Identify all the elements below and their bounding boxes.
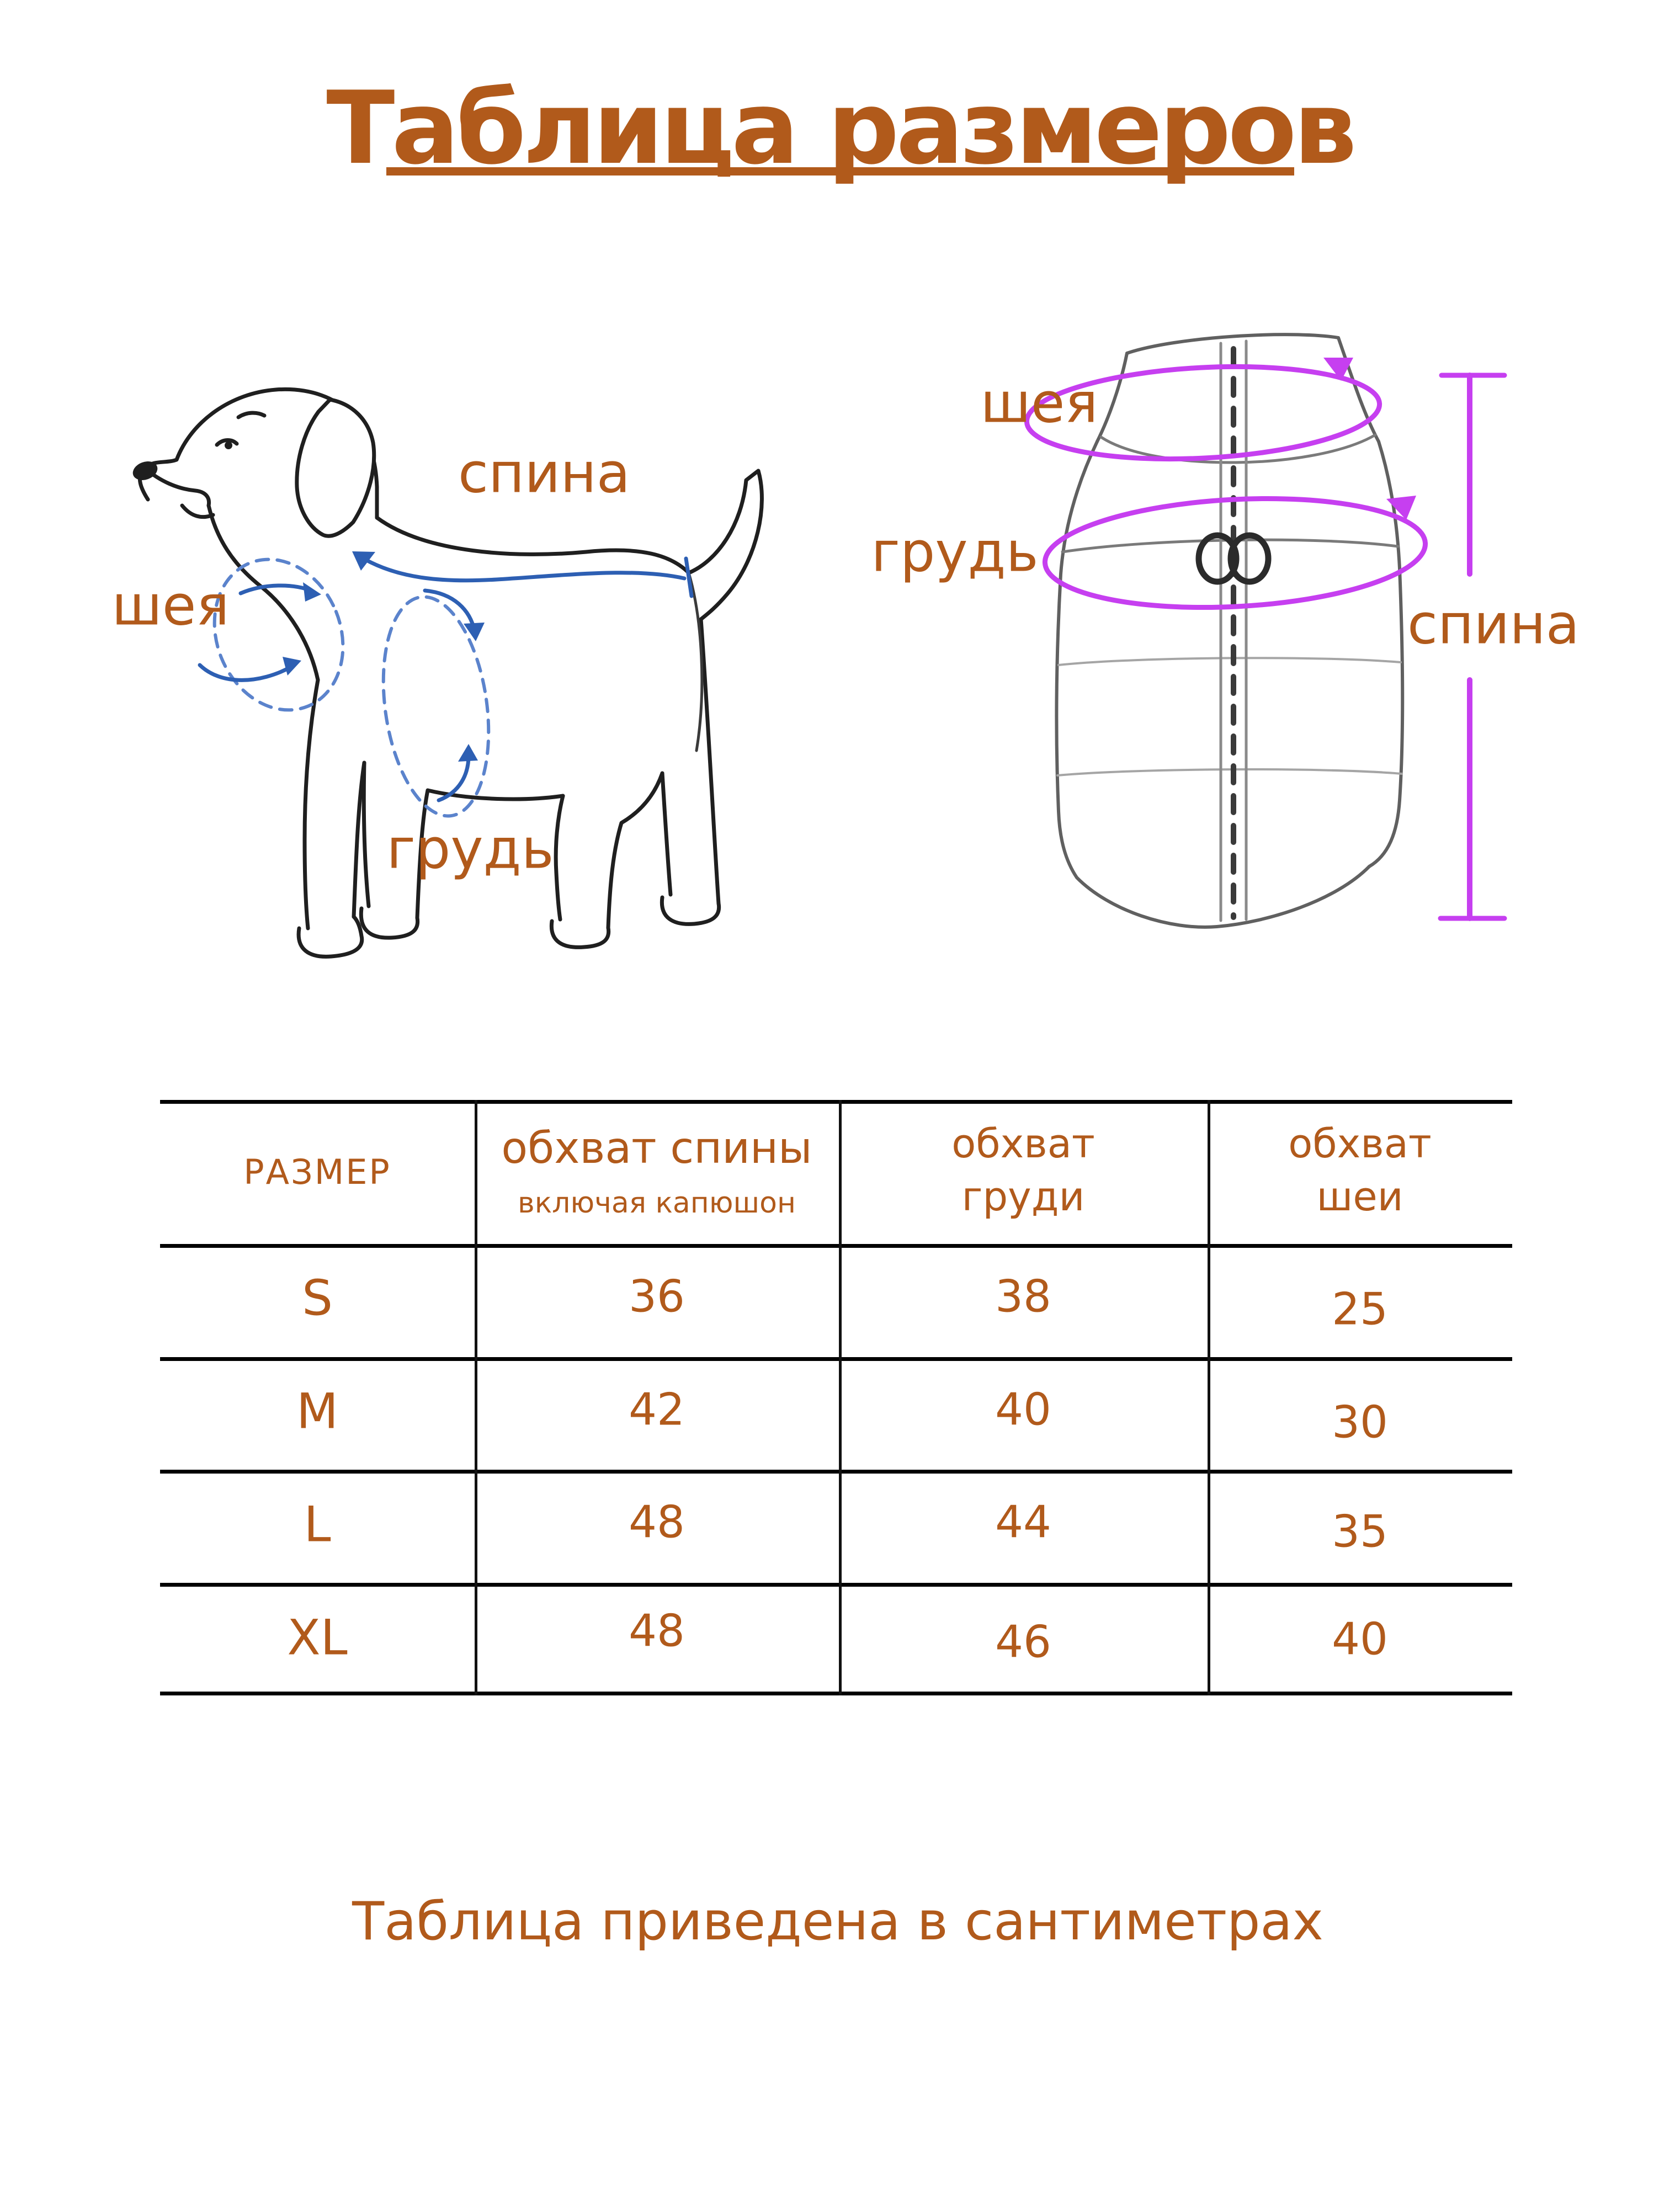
table-border-bottom bbox=[160, 1692, 1512, 1695]
table-col-sep-1 bbox=[475, 1100, 477, 1695]
dog-measure-arrows bbox=[193, 540, 692, 823]
table-line-header bbox=[160, 1244, 1512, 1248]
row-l-size: L bbox=[304, 1496, 331, 1553]
row-l-chest: 44 bbox=[995, 1496, 1051, 1548]
row-l-back: 48 bbox=[629, 1496, 685, 1548]
row-l-neck: 35 bbox=[1332, 1506, 1388, 1557]
row-xl-back: 48 bbox=[629, 1605, 685, 1657]
table-border-top bbox=[160, 1100, 1512, 1104]
header-chest-line1: обхват bbox=[951, 1120, 1095, 1167]
page-title: Таблица размеров bbox=[326, 70, 1354, 187]
table-col-sep-3 bbox=[1208, 1100, 1210, 1695]
vest-label-back: спина bbox=[1407, 592, 1580, 657]
row-s-size: S bbox=[302, 1269, 333, 1327]
table-line-3 bbox=[160, 1583, 1512, 1587]
dog-label-chest: грудь bbox=[386, 816, 554, 881]
dog-label-neck: шея bbox=[111, 573, 230, 638]
vest-illustration bbox=[1057, 334, 1403, 927]
header-neck-line1: обхват bbox=[1288, 1120, 1432, 1167]
table-line-2 bbox=[160, 1470, 1512, 1474]
header-back: обхват спины bbox=[501, 1124, 812, 1174]
row-xl-neck: 40 bbox=[1332, 1613, 1388, 1665]
vest-d-ring bbox=[1199, 535, 1268, 582]
header-chest-line2: груди bbox=[961, 1173, 1085, 1220]
vest-label-neck: шея bbox=[980, 370, 1098, 435]
row-s-neck: 25 bbox=[1332, 1283, 1388, 1335]
row-s-chest: 38 bbox=[995, 1270, 1051, 1322]
header-size: РАЗМЕР bbox=[243, 1151, 391, 1192]
units-note: Таблица приведена в сантиметрах bbox=[352, 1891, 1323, 1952]
header-back-sub: включая капюшон bbox=[518, 1186, 796, 1220]
row-m-back: 42 bbox=[629, 1384, 685, 1435]
row-s-back: 36 bbox=[629, 1270, 685, 1322]
row-m-size: M bbox=[296, 1382, 338, 1440]
table-col-sep-2 bbox=[839, 1100, 842, 1695]
row-m-neck: 30 bbox=[1332, 1396, 1388, 1448]
row-xl-size: XL bbox=[287, 1609, 348, 1666]
row-xl-chest: 46 bbox=[995, 1616, 1051, 1668]
vest-label-chest: грудь bbox=[871, 519, 1039, 584]
row-m-chest: 40 bbox=[995, 1384, 1051, 1435]
table-line-1 bbox=[160, 1357, 1512, 1361]
dog-label-back: спина bbox=[458, 440, 631, 506]
header-neck-line2: шеи bbox=[1316, 1173, 1403, 1220]
